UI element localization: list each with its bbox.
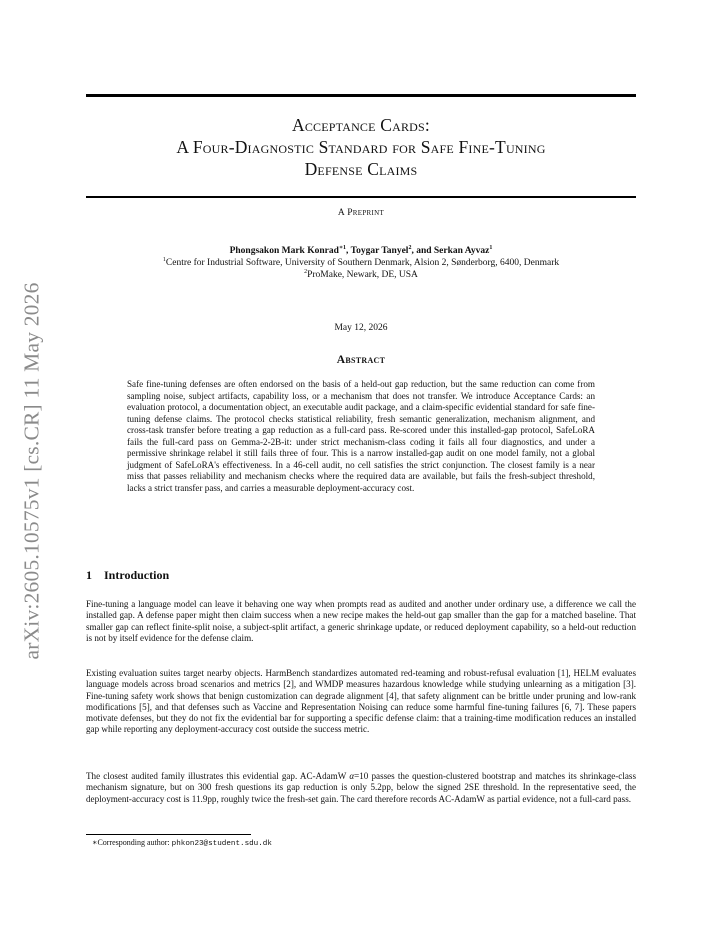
title-line-1: Acceptance Cards: — [291, 115, 430, 135]
footnote — [92, 838, 272, 848]
title-rule-top — [86, 94, 636, 97]
section-number: 1 — [86, 568, 92, 582]
intro-paragraph-2: Existing evaluation suites target nearby objects. HarmBench standardizes automated red-teaming and robust-refusal evaluation [1], HELM evaluates language models across broad scenarios and metrics [2], and WMDP measures hazardous knowledge while studying unlearning as a mitigation [3]. Fine-tuning safety work shows that benign customization can degrade alignment [4], that safety alignment can be brittle under pruning and low-rank modifications [5], and that defenses such as Vaccine and Representation Noising can reduce some harmful fine-tuning failures [6, 7]. These papers motivate defenses, but they do not fix the evidential bar for supporting a specific defense claim: that a training-time modification reduces an installed gap while reporting any deployment-accuracy cost outside the success metric. — [86, 668, 636, 735]
arxiv-stamp — [14, 256, 50, 686]
paper-title — [86, 114, 636, 180]
author-block — [86, 245, 636, 281]
affiliation-2: $^2$ProMake, Newark, DE, USA — [304, 268, 418, 280]
arxiv-identifier: arXiv:2605.10575v1 [cs.CR] 11 May 2026 — [19, 282, 44, 660]
intro-paragraph-1: Fine-tuning a language model can leave it behaving one way when prompts read as audited and another under ordinary use, a difference we call the installed gap. A defense paper might then claim success when a new recipe makes the held-out gap smaller than the gap for a matched baseline. That smaller gap can reflect finite-split noise, a subject-split artifact, a generic shrinkage update, or reduced deployment capability, so a held-out reduction is not by itself evidence for the defense claim. — [86, 599, 636, 643]
section-title: Introduction — [104, 568, 170, 582]
footnote-rule — [86, 834, 251, 835]
footnote-label: ∗Corresponding author: — [92, 838, 172, 847]
author-names: Phongsakon Mark Konrad$^{∗1}$, Toygar Tanyel$^2$, and Serkan Ayvaz$^1$ — [229, 244, 493, 256]
section-heading-introduction — [86, 568, 169, 583]
abstract-text: Safe fine-tuning defenses are often endorsed on the basis of a held-out gap reduction, but the same reduction can come from sampling noise, subject artifacts, capability loss, or a mechanism that does not transfer. We introduce Acceptance Cards: an evaluation protocol, a documentation object, an executable audit package, and a claim-specific evidential standard for safe fine-tuning defense claims. The protocol checks statistical reliability, fresh semantic generalization, mechanism alignment, and cross-task transfer before treating a gap reduction as a full-card pass. Re-scored under this installed-gap protocol, SafeLoRA fails the full-card pass on Gemma-2-2B-it: under strict mechanism-class coding it fails all four diagnostics, and under a permissive shrinkage relabel it still fails three of four. This is a narrow installed-gap audit on one model family, not a global judgment of SafeLoRA's effectiveness. In a 46-cell audit, no cell satisfies the strict conjunction. The closest family is a near miss that passes reliability and mechanism checks where the required data are available, but fails the fresh-subject threshold, lacks a strict transfer pass, and carries a measurable deployment-accuracy cost. — [127, 379, 595, 493]
intro-paragraph-3: The closest audited family illustrates this evidential gap. AC-AdamW α=10 passes the question-clustered bootstrap and matches its shrinkage-class mechanism signature, but on 300 fresh questions its gap reduction is only 5.2pp, below the signed 2SE threshold. In the representative seed, the deployment-accuracy cost is 11.9pp, roughly twice the fresh-set gain. The card therefore records AC-AdamW as partial evidence, not a full-card pass. — [86, 771, 636, 804]
corresponding-email[interactable]: phkon23@student.sdu.dk — [171, 840, 272, 848]
abstract-heading: Abstract — [336, 354, 386, 366]
affiliation-1: $^1$Centre for Industrial Software, University of Southern Denmark, Alsion 2, Sønderborg, 6400, Denmark — [162, 256, 560, 268]
title-line-2: A Four-Diagnostic Standard for Safe Fine-Tuning — [176, 137, 546, 157]
title-line-3: Defense Claims — [304, 159, 418, 179]
preprint-label: A Preprint — [337, 208, 385, 218]
publication-date: May 12, 2026 — [334, 323, 388, 333]
title-rule-bottom — [86, 196, 636, 198]
